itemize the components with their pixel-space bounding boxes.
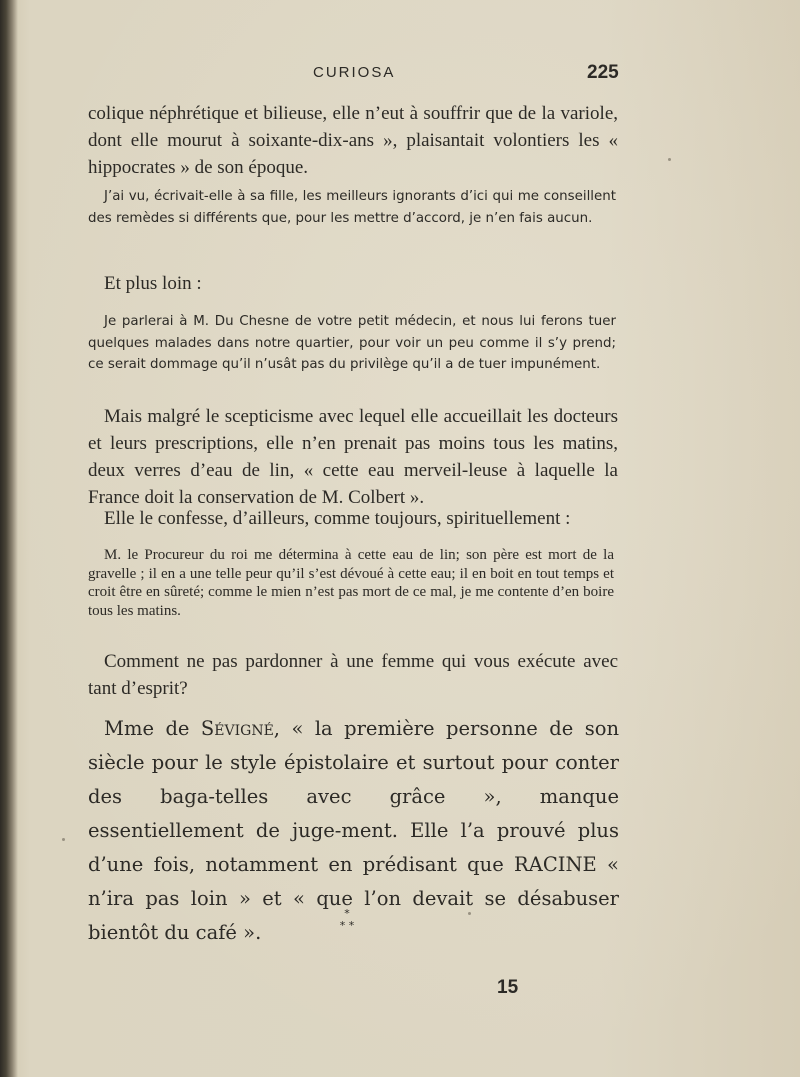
asterism-bottom: * * — [339, 919, 355, 932]
page-number: 225 — [587, 62, 619, 83]
paper-speck — [62, 838, 65, 841]
running-title: CURIOSA — [313, 64, 396, 81]
paragraph-confesse: Elle le confesse, d’ailleurs, comme toujours, spirituellement : — [104, 508, 571, 529]
page-header — [0, 62, 800, 86]
paragraph-comment: Comment ne pas pardonner à une femme qui vous exécute avec tant d’esprit? — [88, 651, 618, 699]
quote-petit-medecin: Je parlerai à M. Du Chesne de votre petit médecin, et nous lui ferons tuer quelques malades dans notre quartier, pour voir un peu comme il s’y prend; ce serait dommage qu’il n’usât pas du privilège qu’il a de tuer impunément. — [88, 314, 616, 372]
paragraph-colique: colique néphrétique et bilieuse, elle n’eut à souffrir que de la variole, dont elle mourut à soixante-dix-ans », plaisantait volontiers les « hippocrates » de son époque. — [88, 103, 618, 178]
paper-speck — [668, 158, 671, 161]
book-spine-shadow — [0, 0, 18, 1077]
sevigne-intro: Mme de — [104, 717, 201, 740]
quote-eau-de-lin: M. le Procureur du roi me détermina à cette eau de lin; son père est mort de la gravelle ; il en a une telle peur qu’il s’est dévoué à cette eau; il en boit en tout temps et croit être en sûreté; comme le mien n’est pas mort de ce mal, je me contente d’en boire tous les matins. — [88, 547, 614, 619]
paragraph-et-plus-loin: Et plus loin : — [104, 273, 202, 294]
sevigne-text: , « la première personne de son siècle pour le style épistolaire et surtout pour conter des baga-telles avec grâce », manque essentiellement de juge-ment. Elle l’a prouvé plus d’une fois, notamment en prédisant que RACINE « n’ira pas loin » et « que l’on devait se désabuser bientôt du café ». — [88, 717, 620, 944]
sevigne-name: Sévigné — [200, 717, 274, 740]
signature-mark: 15 — [497, 977, 519, 998]
asterism-ornament — [332, 908, 362, 932]
paper-speck — [468, 912, 471, 915]
paragraph-scepticisme: Mais malgré le scepticisme avec lequel elle accueillait les docteurs et leurs prescriptions, elle n’en prenait pas moins tous les matins, deux verres d’eau de lin, « cette eau merveil-leuse à laquelle la France doit la conservation de M. Colbert ». — [88, 406, 618, 508]
quote-remedies: J’ai vu, écrivait-elle à sa fille, les meilleurs ignorants d’ici qui me conseillent des remèdes si différents que, pour les mettre d’accord, je n’en fais aucun. — [88, 189, 616, 226]
asterism-top: * — [344, 907, 350, 920]
